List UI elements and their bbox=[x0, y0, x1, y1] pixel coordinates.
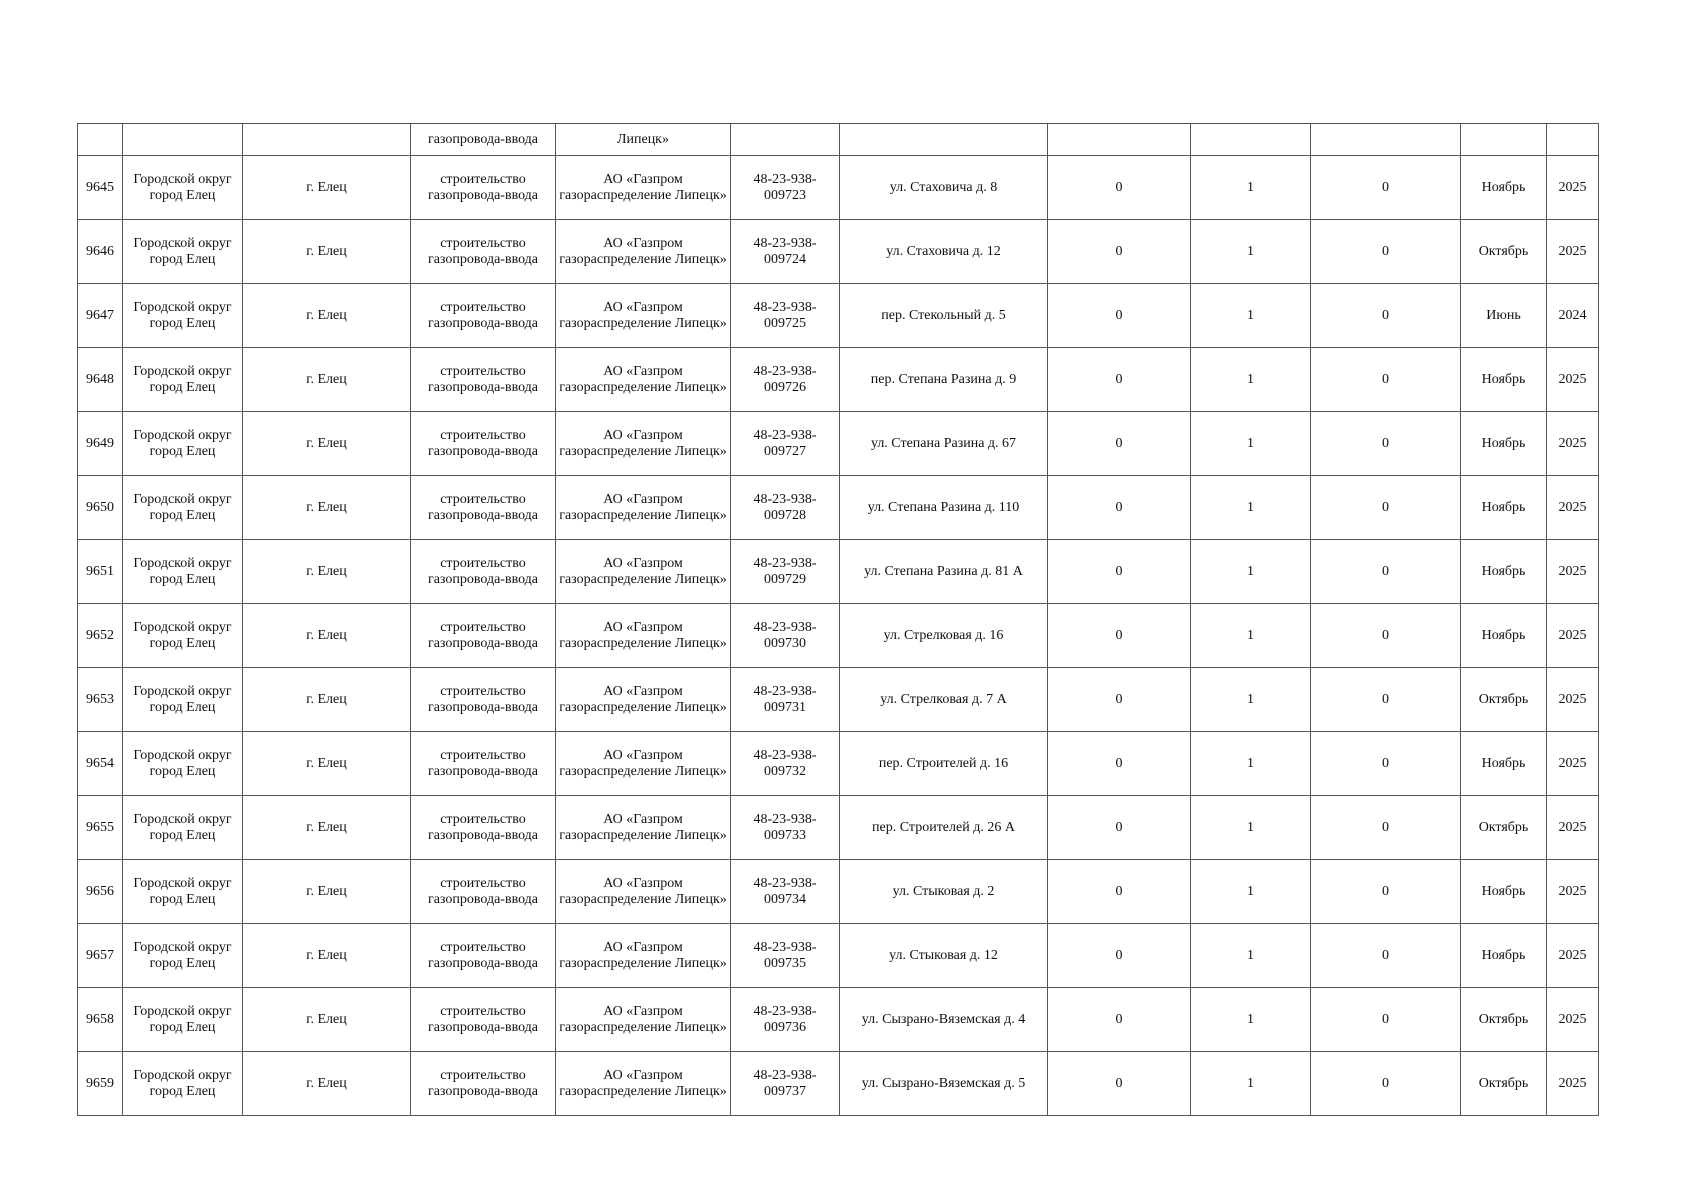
cell-month: Ноябрь bbox=[1461, 412, 1547, 476]
cell-count-1: 0 bbox=[1048, 540, 1191, 604]
cell-org: Липецк» bbox=[556, 124, 731, 156]
cell-district: Городской округ город Елец bbox=[123, 796, 243, 860]
cell-work: строительство газопровода-ввода bbox=[411, 796, 556, 860]
cell-work: строительство газопровода-ввода bbox=[411, 156, 556, 220]
table-body bbox=[78, 124, 1599, 1116]
cell-num: 9647 bbox=[78, 284, 123, 348]
cell-work: строительство газопровода-ввода bbox=[411, 476, 556, 540]
cell-code: 48-23-938-009727 bbox=[731, 412, 840, 476]
cell-locality: г. Елец bbox=[243, 988, 411, 1052]
cell-num: 9651 bbox=[78, 540, 123, 604]
cell-count-3: 0 bbox=[1311, 604, 1461, 668]
table-row bbox=[78, 348, 1599, 412]
cell-district: Городской округ город Елец bbox=[123, 604, 243, 668]
cell-year: 2025 bbox=[1547, 156, 1599, 220]
cell-num: 9653 bbox=[78, 668, 123, 732]
cell-count-2: 1 bbox=[1191, 476, 1311, 540]
cell-count-1: 0 bbox=[1048, 220, 1191, 284]
cell-count-3: 0 bbox=[1311, 412, 1461, 476]
cell-district: Городской округ город Елец bbox=[123, 156, 243, 220]
cell-district: Городской округ город Елец bbox=[123, 412, 243, 476]
table-row bbox=[78, 476, 1599, 540]
cell-work: строительство газопровода-ввода bbox=[411, 1052, 556, 1116]
cell-locality: г. Елец bbox=[243, 220, 411, 284]
cell-address: ул. Степана Разина д. 81 А bbox=[840, 540, 1048, 604]
cell-code: 48-23-938-009728 bbox=[731, 476, 840, 540]
cell-month: Октябрь bbox=[1461, 668, 1547, 732]
cell-month bbox=[1461, 124, 1547, 156]
cell-district: Городской округ город Елец bbox=[123, 284, 243, 348]
cell-district bbox=[123, 124, 243, 156]
cell-count-3: 0 bbox=[1311, 732, 1461, 796]
cell-count-1: 0 bbox=[1048, 860, 1191, 924]
cell-count-2: 1 bbox=[1191, 284, 1311, 348]
cell-work: строительство газопровода-ввода bbox=[411, 732, 556, 796]
cell-district: Городской округ город Елец bbox=[123, 1052, 243, 1116]
cell-locality: г. Елец bbox=[243, 860, 411, 924]
cell-count-2: 1 bbox=[1191, 1052, 1311, 1116]
cell-locality: г. Елец bbox=[243, 668, 411, 732]
cell-address: пер. Строителей д. 16 bbox=[840, 732, 1048, 796]
cell-locality: г. Елец bbox=[243, 284, 411, 348]
cell-district: Городской округ город Елец bbox=[123, 348, 243, 412]
cell-count-1 bbox=[1048, 124, 1191, 156]
cell-month: Ноябрь bbox=[1461, 156, 1547, 220]
cell-count-1: 0 bbox=[1048, 1052, 1191, 1116]
cell-org: АО «Газпром газораспределение Липецк» bbox=[556, 924, 731, 988]
cell-month: Ноябрь bbox=[1461, 732, 1547, 796]
cell-address: ул. Сызрано-Вяземская д. 4 bbox=[840, 988, 1048, 1052]
cell-code: 48-23-938-009731 bbox=[731, 668, 840, 732]
cell-count-1: 0 bbox=[1048, 476, 1191, 540]
cell-year: 2025 bbox=[1547, 1052, 1599, 1116]
cell-count-2 bbox=[1191, 124, 1311, 156]
cell-work: строительство газопровода-ввода bbox=[411, 604, 556, 668]
cell-code: 48-23-938-009734 bbox=[731, 860, 840, 924]
cell-num: 9655 bbox=[78, 796, 123, 860]
cell-count-1: 0 bbox=[1048, 988, 1191, 1052]
table-row bbox=[78, 988, 1599, 1052]
cell-year: 2025 bbox=[1547, 924, 1599, 988]
cell-count-2: 1 bbox=[1191, 156, 1311, 220]
cell-year: 2025 bbox=[1547, 348, 1599, 412]
cell-count-1: 0 bbox=[1048, 668, 1191, 732]
cell-code: 48-23-938-009726 bbox=[731, 348, 840, 412]
cell-address: пер. Степана Разина д. 9 bbox=[840, 348, 1048, 412]
cell-address: ул. Стыковая д. 2 bbox=[840, 860, 1048, 924]
cell-count-3: 0 bbox=[1311, 156, 1461, 220]
table-row bbox=[78, 220, 1599, 284]
table-row bbox=[78, 284, 1599, 348]
cell-count-3: 0 bbox=[1311, 860, 1461, 924]
cell-district: Городской округ город Елец bbox=[123, 540, 243, 604]
cell-address: ул. Сызрано-Вяземская д. 5 bbox=[840, 1052, 1048, 1116]
table-row bbox=[78, 732, 1599, 796]
cell-address: пер. Стекольный д. 5 bbox=[840, 284, 1048, 348]
cell-year: 2025 bbox=[1547, 412, 1599, 476]
cell-locality: г. Елец bbox=[243, 796, 411, 860]
cell-district: Городской округ город Елец bbox=[123, 476, 243, 540]
cell-org: АО «Газпром газораспределение Липецк» bbox=[556, 988, 731, 1052]
cell-count-3: 0 bbox=[1311, 924, 1461, 988]
cell-district: Городской округ город Елец bbox=[123, 668, 243, 732]
cell-count-2: 1 bbox=[1191, 796, 1311, 860]
cell-count-2: 1 bbox=[1191, 860, 1311, 924]
continuation-row bbox=[78, 124, 1599, 156]
cell-month: Ноябрь bbox=[1461, 540, 1547, 604]
cell-year: 2025 bbox=[1547, 604, 1599, 668]
cell-address bbox=[840, 124, 1048, 156]
cell-count-3: 0 bbox=[1311, 348, 1461, 412]
cell-count-3: 0 bbox=[1311, 988, 1461, 1052]
cell-work: газопровода-ввода bbox=[411, 124, 556, 156]
cell-month: Ноябрь bbox=[1461, 476, 1547, 540]
cell-work: строительство газопровода-ввода bbox=[411, 924, 556, 988]
cell-count-1: 0 bbox=[1048, 284, 1191, 348]
cell-count-2: 1 bbox=[1191, 412, 1311, 476]
cell-count-1: 0 bbox=[1048, 796, 1191, 860]
cell-year: 2025 bbox=[1547, 796, 1599, 860]
cell-work: строительство газопровода-ввода bbox=[411, 348, 556, 412]
cell-count-3: 0 bbox=[1311, 1052, 1461, 1116]
cell-locality bbox=[243, 124, 411, 156]
cell-locality: г. Елец bbox=[243, 348, 411, 412]
cell-month: Июнь bbox=[1461, 284, 1547, 348]
cell-month: Ноябрь bbox=[1461, 348, 1547, 412]
cell-count-1: 0 bbox=[1048, 604, 1191, 668]
cell-count-2: 1 bbox=[1191, 348, 1311, 412]
cell-work: строительство газопровода-ввода bbox=[411, 284, 556, 348]
cell-locality: г. Елец bbox=[243, 156, 411, 220]
cell-org: АО «Газпром газораспределение Липецк» bbox=[556, 668, 731, 732]
table-row bbox=[78, 668, 1599, 732]
cell-address: ул. Стаховича д. 12 bbox=[840, 220, 1048, 284]
cell-count-1: 0 bbox=[1048, 412, 1191, 476]
cell-locality: г. Елец bbox=[243, 732, 411, 796]
cell-address: ул. Степана Разина д. 67 bbox=[840, 412, 1048, 476]
cell-work: строительство газопровода-ввода bbox=[411, 412, 556, 476]
cell-code: 48-23-938-009736 bbox=[731, 988, 840, 1052]
cell-district: Городской округ город Елец bbox=[123, 732, 243, 796]
cell-month: Октябрь bbox=[1461, 796, 1547, 860]
cell-org: АО «Газпром газораспределение Липецк» bbox=[556, 540, 731, 604]
cell-code: 48-23-938-009724 bbox=[731, 220, 840, 284]
cell-count-1: 0 bbox=[1048, 156, 1191, 220]
cell-org: АО «Газпром газораспределение Липецк» bbox=[556, 732, 731, 796]
cell-year: 2025 bbox=[1547, 860, 1599, 924]
cell-work: строительство газопровода-ввода bbox=[411, 860, 556, 924]
cell-address: ул. Степана Разина д. 110 bbox=[840, 476, 1048, 540]
cell-count-2: 1 bbox=[1191, 604, 1311, 668]
cell-count-2: 1 bbox=[1191, 924, 1311, 988]
cell-year: 2025 bbox=[1547, 732, 1599, 796]
cell-month: Октябрь bbox=[1461, 220, 1547, 284]
cell-num: 9658 bbox=[78, 988, 123, 1052]
cell-num: 9652 bbox=[78, 604, 123, 668]
table-row bbox=[78, 540, 1599, 604]
cell-count-2: 1 bbox=[1191, 540, 1311, 604]
cell-count-2: 1 bbox=[1191, 220, 1311, 284]
cell-num: 9650 bbox=[78, 476, 123, 540]
table-row bbox=[78, 796, 1599, 860]
cell-district: Городской округ город Елец bbox=[123, 220, 243, 284]
cell-num: 9646 bbox=[78, 220, 123, 284]
cell-locality: г. Елец bbox=[243, 924, 411, 988]
cell-count-3: 0 bbox=[1311, 796, 1461, 860]
cell-org: АО «Газпром газораспределение Липецк» bbox=[556, 348, 731, 412]
cell-year: 2025 bbox=[1547, 668, 1599, 732]
cell-code: 48-23-938-009737 bbox=[731, 1052, 840, 1116]
cell-count-2: 1 bbox=[1191, 988, 1311, 1052]
cell-year: 2024 bbox=[1547, 284, 1599, 348]
cell-count-3: 0 bbox=[1311, 284, 1461, 348]
cell-code: 48-23-938-009732 bbox=[731, 732, 840, 796]
cell-address: ул. Стаховича д. 8 bbox=[840, 156, 1048, 220]
cell-org: АО «Газпром газораспределение Липецк» bbox=[556, 604, 731, 668]
cell-code: 48-23-938-009725 bbox=[731, 284, 840, 348]
table-row bbox=[78, 1052, 1599, 1116]
cell-locality: г. Елец bbox=[243, 1052, 411, 1116]
cell-num: 9656 bbox=[78, 860, 123, 924]
cell-count-2: 1 bbox=[1191, 732, 1311, 796]
cell-address: ул. Стрелковая д. 16 bbox=[840, 604, 1048, 668]
cell-locality: г. Елец bbox=[243, 604, 411, 668]
cell-month: Октябрь bbox=[1461, 988, 1547, 1052]
cell-year: 2025 bbox=[1547, 220, 1599, 284]
table-row bbox=[78, 412, 1599, 476]
cell-locality: г. Елец bbox=[243, 476, 411, 540]
cell-code bbox=[731, 124, 840, 156]
table-row bbox=[78, 604, 1599, 668]
cell-month: Октябрь bbox=[1461, 1052, 1547, 1116]
table-row bbox=[78, 156, 1599, 220]
cell-code: 48-23-938-009730 bbox=[731, 604, 840, 668]
cell-count-1: 0 bbox=[1048, 732, 1191, 796]
cell-work: строительство газопровода-ввода bbox=[411, 988, 556, 1052]
cell-district: Городской округ город Елец bbox=[123, 988, 243, 1052]
cell-code: 48-23-938-009729 bbox=[731, 540, 840, 604]
cell-num: 9649 bbox=[78, 412, 123, 476]
table-row bbox=[78, 860, 1599, 924]
cell-work: строительство газопровода-ввода bbox=[411, 540, 556, 604]
cell-org: АО «Газпром газораспределение Липецк» bbox=[556, 476, 731, 540]
cell-count-3: 0 bbox=[1311, 476, 1461, 540]
gas-connection-table bbox=[77, 123, 1599, 1116]
cell-count-2: 1 bbox=[1191, 668, 1311, 732]
cell-address: пер. Строителей д. 26 А bbox=[840, 796, 1048, 860]
cell-num: 9654 bbox=[78, 732, 123, 796]
cell-count-3: 0 bbox=[1311, 540, 1461, 604]
cell-district: Городской округ город Елец bbox=[123, 924, 243, 988]
cell-num bbox=[78, 124, 123, 156]
cell-count-1: 0 bbox=[1048, 348, 1191, 412]
cell-count-3 bbox=[1311, 124, 1461, 156]
cell-org: АО «Газпром газораспределение Липецк» bbox=[556, 860, 731, 924]
cell-code: 48-23-938-009733 bbox=[731, 796, 840, 860]
cell-year: 2025 bbox=[1547, 540, 1599, 604]
cell-year bbox=[1547, 124, 1599, 156]
cell-code: 48-23-938-009735 bbox=[731, 924, 840, 988]
cell-org: АО «Газпром газораспределение Липецк» bbox=[556, 796, 731, 860]
cell-count-3: 0 bbox=[1311, 220, 1461, 284]
cell-num: 9657 bbox=[78, 924, 123, 988]
cell-org: АО «Газпром газораспределение Липецк» bbox=[556, 412, 731, 476]
cell-num: 9648 bbox=[78, 348, 123, 412]
cell-district: Городской округ город Елец bbox=[123, 860, 243, 924]
cell-month: Ноябрь bbox=[1461, 604, 1547, 668]
cell-month: Ноябрь bbox=[1461, 924, 1547, 988]
cell-org: АО «Газпром газораспределение Липецк» bbox=[556, 284, 731, 348]
cell-code: 48-23-938-009723 bbox=[731, 156, 840, 220]
cell-year: 2025 bbox=[1547, 988, 1599, 1052]
cell-org: АО «Газпром газораспределение Липецк» bbox=[556, 156, 731, 220]
cell-locality: г. Елец bbox=[243, 412, 411, 476]
cell-month: Ноябрь bbox=[1461, 860, 1547, 924]
cell-count-3: 0 bbox=[1311, 668, 1461, 732]
cell-year: 2025 bbox=[1547, 476, 1599, 540]
cell-address: ул. Стрелковая д. 7 А bbox=[840, 668, 1048, 732]
cell-org: АО «Газпром газораспределение Липецк» bbox=[556, 220, 731, 284]
cell-work: строительство газопровода-ввода bbox=[411, 220, 556, 284]
table-row bbox=[78, 924, 1599, 988]
cell-count-1: 0 bbox=[1048, 924, 1191, 988]
cell-org: АО «Газпром газораспределение Липецк» bbox=[556, 1052, 731, 1116]
cell-address: ул. Стыковая д. 12 bbox=[840, 924, 1048, 988]
cell-work: строительство газопровода-ввода bbox=[411, 668, 556, 732]
cell-num: 9645 bbox=[78, 156, 123, 220]
cell-num: 9659 bbox=[78, 1052, 123, 1116]
cell-locality: г. Елец bbox=[243, 540, 411, 604]
